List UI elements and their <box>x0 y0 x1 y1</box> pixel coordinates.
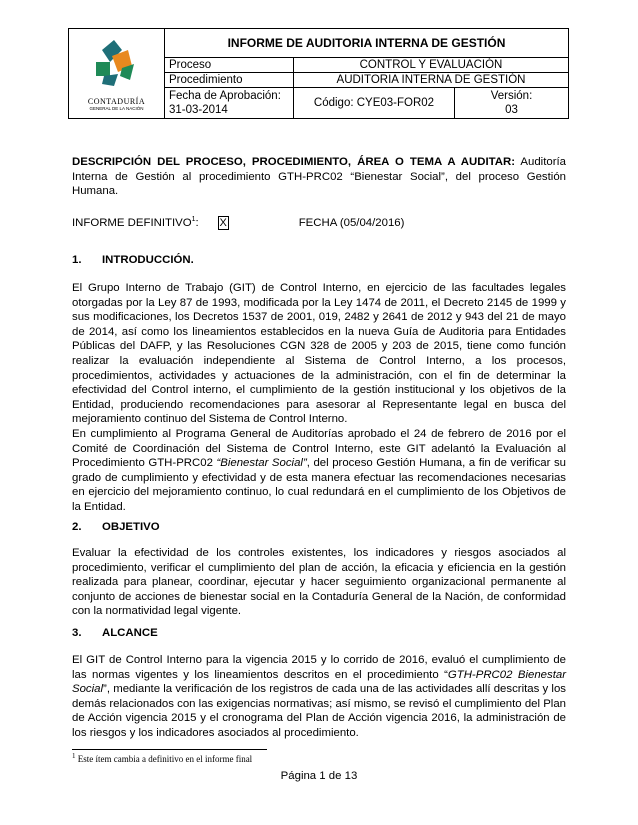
descripcion-heading: DESCRIPCIÓN DEL PROCESO, PROCEDIMIENTO, ÁREA O TEMA A AUDITAR: <box>72 156 515 168</box>
fecha-label: Fecha de Aprobación: <box>169 90 281 102</box>
procedimiento-value: AUDITORIA INTERNA DE GESTIÓN <box>294 73 569 88</box>
section-3-title: ALCANCE <box>102 627 158 639</box>
section-2-number: 2. <box>72 521 82 533</box>
version-label: Versión: <box>490 90 533 102</box>
section-1-heading <box>72 254 194 266</box>
informe-fecha: FECHA (05/04/2016) <box>298 216 405 229</box>
informe-label: INFORME DEFINITIVO <box>72 216 192 229</box>
section-2-heading <box>72 521 160 533</box>
footnote-number: 1 <box>72 752 76 760</box>
logo-cell <box>69 29 165 119</box>
informe-line <box>72 213 566 230</box>
definitivo-checkbox: X <box>219 216 227 229</box>
section-3-heading <box>72 627 158 639</box>
logo-name: CONTADURÍA <box>87 97 146 106</box>
descripcion-text: Auditoría Interna de Gestión al procedimiento GTH-PRC02 “Bienestar Social”, del proceso Gestión Humana. <box>72 156 566 198</box>
section-1-number: 1. <box>72 254 82 266</box>
document-title: INFORME DE AUDITORIA INTERNA DE GESTIÓN <box>165 29 569 58</box>
version <box>455 88 569 119</box>
section-2-paragraph: Evaluar la efectividad de los controles existentes, los indicadores y riesgos asociados al procedimiento, verificar el cumplimiento del plan de acción, la eficacia y eficiencia en la gestión realizada para planear, coordinar, ejecutar y hacer seguimiento organizacional permanente al conjunto de acciones de bienestar social en la Contaduría General de la Nación, de conformidad con la normatividad legal vigente. <box>72 547 566 618</box>
section-1-paragraph-1: El Grupo Interno de Trabajo (GIT) de Control Interno, en ejercicio de las facultades legales otorgadas por la Ley 87 de 1993, modificada por la Ley 1474 de 2011, el Decreto 2145 de 1999 y sus modificaciones, los Decretos 1537 de 2001, 019, 2482 y 2641 de 2012 y 943 del 21 de mayo de 2014, así como los lineamientos establecidos en la nueva Guía de Auditoria para Entidades Públicas del DAFP, y las Resoluciones CGN 328 de 2005 y 203 de 2015, tiene como función realizar la evaluación independiente al Sistema de Control Interno, a los procesos, procedimientos, actividades y actuaciones de la administración, con el fin de determinar la efectividad del Control interno, el cumplimiento de la gestión institucional y los objetivos de la Entidad, produciendo recomendaciones para asesorar al Representante legal en busca del mejoramiento continuo del Sistema de Control Interno. <box>72 282 566 426</box>
contaduria-logo-icon <box>82 36 152 98</box>
logo-subtitle: GENERAL DE LA NACIÓN <box>89 106 144 111</box>
descripcion-paragraph <box>72 155 566 199</box>
footnote <box>72 752 252 764</box>
s1-p2-italic: “Bienestar Social” <box>216 457 307 470</box>
procedimiento-label: Procedimiento <box>165 73 294 88</box>
section-1-title: INTRODUCCIÓN. <box>102 254 194 266</box>
footnote-text: Este ítem cambia a definitivo en el informe final <box>75 754 253 764</box>
informe-colon: : <box>195 216 199 229</box>
s3-p1-part-a: El GIT de Control Interno para la vigencia 2015 y lo corrido de 2016, evaluó el cumplimiento de las normas vigentes y los lineamientos descritos en el procedimiento “ <box>72 654 566 681</box>
proceso-value: CONTROL Y EVALUACIÓN <box>294 58 569 73</box>
footnote-divider <box>72 749 267 750</box>
section-3-number: 3. <box>72 627 82 639</box>
s3-p1-part-b: ”, mediante la verificación de los registros de cada una de las actividades allí descritas y los demás relacionados con las exigencias normativas; así mismo, se revisó el cumplimiento del Plan de Acción vigencia 2015 y el cronograma del Plan de Acción vigencia 2016, la administración de los riesgos y los indicadores asociados al procedimiento. <box>72 683 566 739</box>
s3-p1-italic: GTH-PRC02 Bienestar Social <box>72 668 566 696</box>
section-3-paragraph <box>72 653 566 741</box>
s1-p2-part-a: En cumplimiento al Programa General de Auditorías aprobado el 24 de febrero de 2016 por el Comité de Coordinación del Sistema de Control Interno, este GIT adelantó la Evaluación al Procedimiento GTH-PRC02 <box>72 428 566 470</box>
footnote-ref: 1 <box>191 216 196 223</box>
section-2-title: OBJETIVO <box>102 521 160 533</box>
page-number: Página 1 de 13 <box>280 770 358 782</box>
s1-p2-part-b: , del proceso Gestión Humana, a fin de verificar su grado de cumplimiento y efectividad y de esta manera efectuar las recomendaciones necesarias en ejercicio del mejoramiento continuo, lo cual redundará en el cumplimiento de los Objetivos de la Entidad. <box>72 457 566 513</box>
header-table <box>68 28 569 119</box>
codigo: Código: CYE03-FOR02 <box>294 88 455 119</box>
section-1-paragraph-2 <box>72 427 566 515</box>
fecha-aprobacion <box>165 88 294 119</box>
fecha-value: 31-03-2014 <box>169 104 228 116</box>
proceso-label: Proceso <box>165 58 294 73</box>
version-value: 03 <box>505 104 518 116</box>
